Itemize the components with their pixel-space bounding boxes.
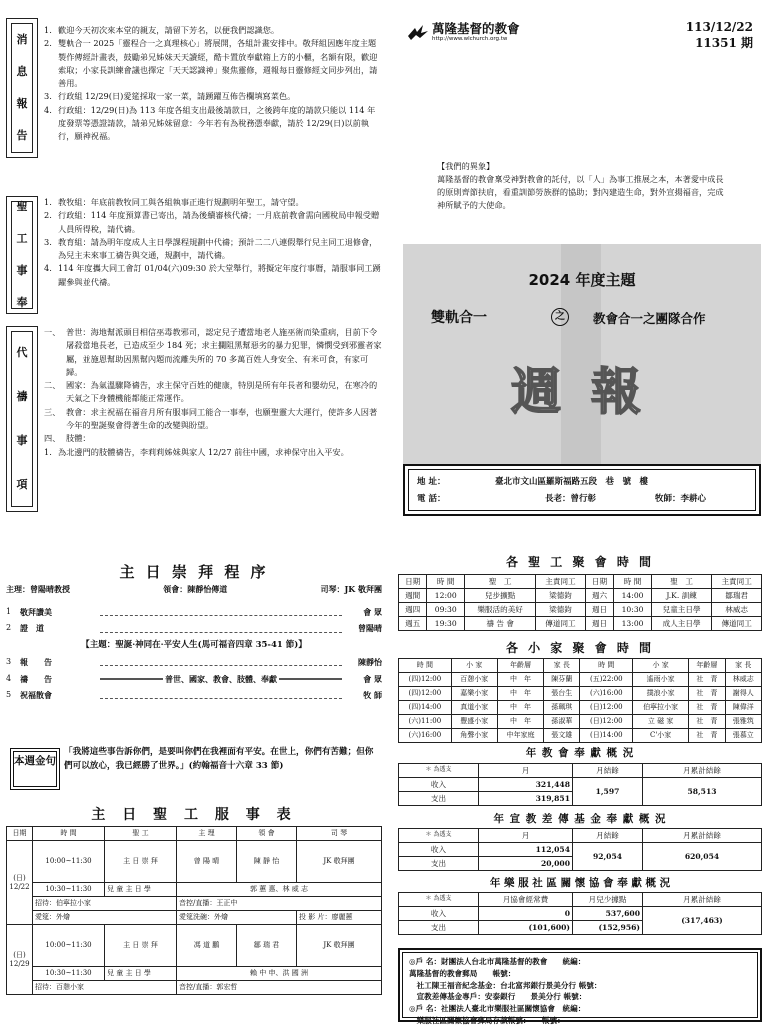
groups-table	[398, 574, 762, 631]
ministry-item: 1. 教牧組：年底前教牧同工與各組執事正進行規劃明年聖工，請守望。	[44, 197, 304, 207]
verse-text: 「我將這些事告訴你們，是要叫你們在我裡面有平安。在世上，你們有苦難；但你們可以放心，我已經勝了世界。」(約翰福音十六章 33 節)	[64, 747, 374, 771]
table-row: (六)11:00 豐盛小家 中 年 孫淑華 (日)12:00 立 磁 家 社 青 張雅筑	[399, 715, 762, 729]
pastor-name: 牧師：李耕心	[655, 494, 707, 504]
account-line: 社工陳王福音紀念基金：台北富邦銀行景美分行 帳號：	[409, 980, 602, 990]
table-row: 支出 319,851	[399, 792, 762, 806]
verse-label: 本週金句	[13, 751, 57, 787]
worship-title: 主 日 崇 拜 程 序	[119, 563, 269, 581]
small-groups-table	[398, 658, 762, 743]
table-row: 招待：伯寧拉小家 音控/直播：王正中	[7, 897, 382, 911]
prayer-label-char: 禱	[16, 390, 28, 404]
table-row: 週間 12:00 兒步擴點 梁德鈞 週六 14:00 J.K. 訓練 鄒瑞君	[399, 589, 762, 603]
community-fund-title: 年 樂 服 社 區 關 懷 協 會 奉 獻 概 況	[489, 877, 671, 889]
issue-number: 11351 期	[695, 35, 753, 50]
small-groups-title: 各 小 家 聚 會 時 間	[505, 641, 655, 655]
worship-order-item: 4 禱 告 普世、國家、教會、肢體、奉獻 會 眾	[6, 671, 382, 687]
table-row: (六)16:00 角聲小家 中年家庭 張文雄 (日)14:00 C'小家 社 青 張慕立	[399, 729, 762, 743]
theme-connector: 之	[551, 308, 569, 326]
accounts-inner	[402, 952, 758, 1025]
news-item: 3. 行政組 12/29(日)愛筵採取一家一菜，請踴躍互佈告欄填寫菜色。	[44, 91, 296, 102]
ministry-label-char: 事	[16, 264, 28, 277]
table-row: ＊ 為透支 月 月結餘 月累計結餘	[399, 829, 762, 843]
ministry-list	[44, 196, 382, 289]
table-row: (四)12:00 嘉樂小家 中 年 張台生 (六)16:00 撲浪小家 社 青 謝得人	[399, 687, 762, 701]
table-row: 收入 321,448 1,597 58,513	[399, 778, 762, 792]
account-line: 宣教差傳基金專戶：安泰銀行 景美分行 帳號：	[409, 992, 587, 1002]
table-row: ＊ 為透支 月 月結餘 月累計結餘	[399, 764, 762, 778]
offering-title: 年 教 會 奉 獻 概 況	[525, 747, 635, 759]
offering-table	[398, 763, 762, 806]
year-theme: 2024 年度主題	[528, 271, 636, 289]
account-line: 萬隆基督的教會郵局 帳號：	[409, 968, 516, 978]
phone-row	[417, 491, 747, 508]
worship-host: 主理：曾陽晴教授	[6, 584, 70, 594]
address-label: 地 址：	[417, 477, 446, 487]
prayer-list	[44, 326, 382, 459]
news-label-char: 消	[16, 33, 28, 47]
prayer-label-char: 代	[16, 346, 28, 360]
news-label-char: 告	[16, 128, 28, 142]
news-section-label	[6, 18, 38, 158]
theme-right: 教會合一之團隊合作	[593, 311, 706, 326]
news-item: 4. 行政組：12/29(日)為 113 年度各組支出最後請款日，之後跨年度的請款只能以 114 年度發票等憑證請款，請弟兄姊妹留意：今年若有為稅務憑奉獻，請於 12/29(日)以前執行，願神祝福。	[44, 104, 376, 142]
ministry-label-char: 聖	[16, 200, 28, 214]
table-row: 週四 09:30 樂服活的美好 梁德鈞 週日 10:30 兒童主日學 林威志	[399, 603, 762, 617]
address-box	[403, 464, 761, 516]
ministry-section-label	[6, 196, 38, 314]
table-row: 日期 時 間 聖 工 主 理 領 會 司 琴	[7, 827, 382, 841]
accounts-box	[398, 948, 762, 1025]
table-row: 招待：百憩小家 音控/直播：郭宏哲	[7, 981, 382, 995]
news-label-char: 息	[16, 65, 28, 79]
elder-name: 長老：曾行彰	[545, 494, 597, 504]
ministry-item: 3. 教育組：請為明年度成人主日學課程規劃中代禱；預計二二八連假舉行兒主同工退修會，為兒主未來事工禱告與交通，規劃中，請代禱。	[44, 236, 378, 261]
prayer-item: 1. 為北邊門的肢體禱告，李莉莉姊妹與家人 12/27 前往中國，求神保守出入平安。	[44, 446, 349, 457]
groups-title: 各 聖 工 聚 會 時 間	[505, 555, 655, 569]
table-row: 時 間 小 家 年齡層 家 長 時 間 小 家 年齡層 家 長	[399, 659, 762, 673]
worship-order-item: 5 祝福散會 牧 師	[6, 689, 382, 700]
worship-roles	[6, 584, 382, 596]
sermon-theme: 【主題：聖誕·神同在·平安人生(馬可福音四章 35-41 節)】	[81, 639, 307, 650]
account-line: ◎戶 名：社團法人臺北市樂服社區關懷協會 統編：	[409, 1004, 586, 1014]
prayer-item: 一、 普世：海地幫派頭目相信巫毒教邪司，認定兒子遭當地老人施巫術而染重病，目前下令屠殺當地長老，已造成至少 184 死；求主攔阻黑幫惡劣的暴力犯罪，憐憫受到邪靈者家屬，並施恩幫助因黑幫內題而流離失所的 70 多萬百姓人身安全、有米可食，有家可歸。	[44, 327, 382, 377]
community-fund-table	[398, 892, 762, 935]
table-row: (日) 12/22 10:00~11:30 主 日 崇 拜 曾 陽 晴 陳 靜 怡 JK 敬拜團	[7, 841, 382, 883]
church-logo	[407, 22, 520, 44]
issue-date: 113/12/22	[685, 20, 753, 34]
ministry-item: 4. 114 年度攜大同工會訂 01/04(六)09:30 於大堂舉行，將擬定年度行事曆，請服事同工踴躍參與並代禱。	[44, 263, 381, 287]
prayer-item: 二、 國家：為氣溫驟降禱告，求主保守百姓的健康，特別是所有年長者和嬰幼兒，在寒冷的天氣之下身體機能都能正常運作。	[44, 380, 378, 404]
weekly-char: 報	[591, 362, 671, 421]
table-row: 週五 19:30 禱 告 會 傳道同工 週日 13:00 成人主日學 傳道同工	[399, 617, 762, 631]
prayer-label-char: 事	[16, 434, 28, 447]
table-row: 收入 112,054 92,054 620,054	[399, 843, 762, 857]
church-name: 萬隆基督的教會	[432, 21, 520, 36]
table-row: 日期 時 間 聖 工 主責同工 日期 時 間 聖 工 主責同工	[399, 575, 762, 589]
news-list	[44, 24, 382, 144]
mission-fund-title: 年 宣 教 差 傳 基 金 奉 獻 概 況	[493, 813, 667, 825]
worship-organ: 司琴：JK 敬拜團	[320, 584, 382, 594]
address-inner	[408, 469, 756, 511]
address-row	[417, 474, 747, 491]
church-url[interactable]: http://www.wlchurch.org.tw	[432, 35, 508, 42]
mission-fund-table	[398, 828, 762, 871]
table-row: ＊ 為透支 月協會經常費 月兒少據點 月累計結餘	[399, 893, 762, 907]
news-label-char: 報	[16, 97, 28, 110]
address-value: 臺北市文山區羅斯福路五段 巷 號 樓	[495, 477, 649, 487]
table-row: 支出 (101,600) (152,956)	[399, 921, 762, 935]
table-row: (四)14:00 真道小家 中 年 孫珮琪 (日)12:00 伯寧拉小家 社 青 陳偉洋	[399, 701, 762, 715]
mission-title: 【我們的異象】	[437, 161, 495, 171]
mission-box	[431, 156, 731, 217]
table-row: (日) 12/29 10:00~11:30 主 日 崇 拜 馮 道 鵬 鄒 瑞 君 JK 敬拜團	[7, 925, 382, 967]
prayer-label-char: 項	[16, 477, 28, 491]
table-row: 10:30~11:30 兒 童 主 日 學 郭 蕙 惠、林 威 志	[7, 883, 382, 897]
table-row: 收入 0 537,600 (317,463)	[399, 907, 762, 921]
dove-logo-icon	[407, 24, 429, 42]
mission-text: 萬隆基督的教會稟受神對教會的託付，以「人」為事工推展之本，本著愛中成長的原則齊節扶肩，看重訓節勞族群的協助；對內建造生命，對外宣揚福音，完成神所賦予的大使命。	[437, 174, 724, 211]
table-row: 10:30~11:30 兒 童 主 日 學 賴 中 申、洪 國 洲	[7, 967, 382, 981]
table-row: 愛筵：外燴 愛筵洗碗：外燴 投 影 片：廖麗蕙	[7, 911, 382, 925]
worship-order-item: 3 報 告 陳靜怡	[6, 657, 382, 668]
worship-order-list	[6, 604, 382, 703]
phone-label: 電 話：	[417, 494, 446, 504]
prayer-item: 三、 教會：求主祝福在福音月所有服事同工能合一事奉，也願聖靈大大運行，使許多人因著今年的聖誕聚會得著生命的改變與盼望。	[44, 406, 378, 430]
weekly-title	[511, 356, 671, 429]
issue-info	[686, 20, 753, 51]
news-item: 1. 歡迎今天初次來本堂的親友，請留下芳名，以便我們認識您。	[44, 25, 280, 35]
ministry-label-char: 奉	[16, 295, 28, 309]
ministry-item: 2. 行政組：114 年度預算書已寄出，請為後續審核代禱；一月底前教會需向國稅局申報受贈人員所得稅，請代禱。	[44, 210, 380, 234]
news-item: 2. 雙軌合一 2025「靈程合一之真理核心」將展開，各組計畫安排中。敬拜組因應年度主題製作傳經計畫表，鼓勵弟兄姊妹天天讀經，酷卡置放奉獻箱上方的小櫃，名額有限，歡迎索取；小家長訓練會議也擇定「天天認識神」聚焦靈修，週報每日靈修經文同步列出，請善用。	[44, 38, 378, 89]
account-line: ◎戶 名：財團法人台北市萬隆基督的教會 統編：	[409, 957, 586, 966]
prayer-section-label	[6, 326, 38, 512]
weekly-char: 週	[511, 362, 591, 421]
verse-label-box	[10, 748, 60, 790]
table-row: 支出 20,000	[399, 857, 762, 871]
theme-left: 雙軌合一	[431, 310, 487, 326]
account-line: 樂服社區關懷協會郵局存款帳號： 帳號：	[409, 1015, 565, 1025]
cover-header	[403, 8, 761, 148]
table-row: (四)12:00 百憩小家 中 年 陳芬蘭 (五)22:00 遙雨小家 社 青 林威志	[399, 673, 762, 687]
prayer-item: 四、 肢體：	[44, 433, 91, 444]
service-table	[6, 826, 382, 995]
worship-order-item: 2 證 道 曾陽晴	[6, 623, 382, 634]
service-title: 主 日 聖 工 服 事 表	[91, 807, 297, 823]
ministry-label-char: 工	[16, 232, 28, 246]
bulletin-cover	[403, 8, 761, 516]
worship-leader: 領會：陳靜怡傳道	[163, 584, 228, 594]
worship-order-item: 1 敬拜讚美 會 眾	[6, 607, 382, 617]
